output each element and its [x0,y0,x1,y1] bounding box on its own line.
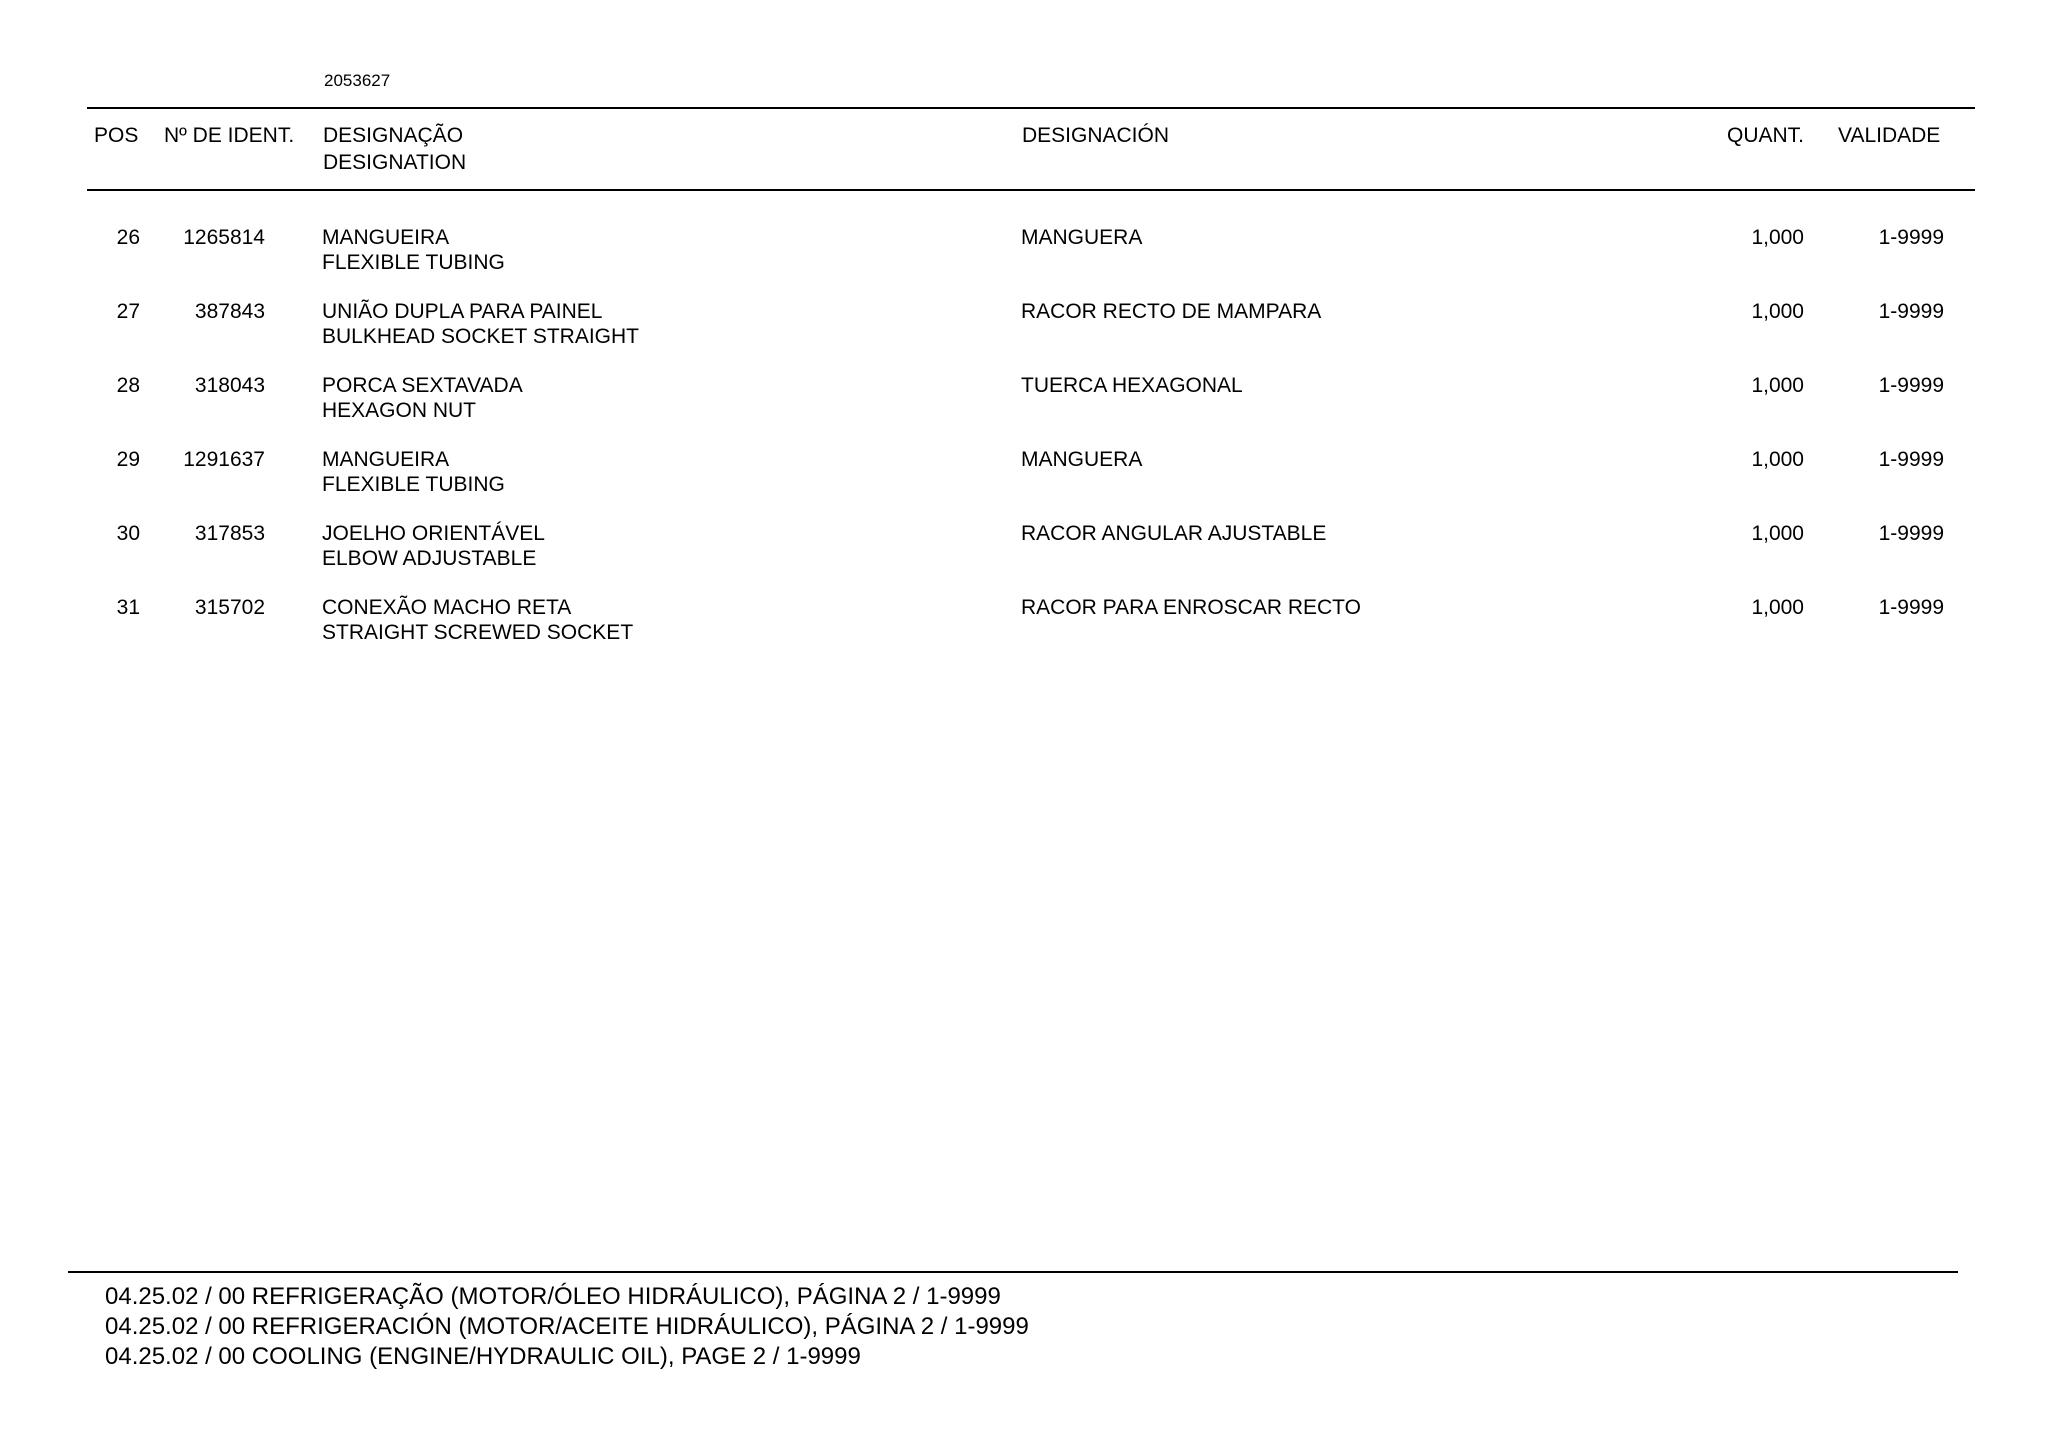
row-designation-es: TUERCA HEXAGONAL [1021,374,1243,397]
row-designation-en: FLEXIBLE TUBING [322,251,505,274]
row-ident-number: 318043 [194,374,265,397]
row-ident-number: 1291637 [183,448,265,471]
row-designation-en: BULKHEAD SOCKET STRAIGHT [322,325,640,348]
row-quantity: 1,000 [1751,596,1804,619]
row-ident-number: 1265814 [183,226,265,249]
table-row [0,521,2048,581]
row-validity: 1-9999 [1878,522,1944,545]
row-designation-es: MANGUERA [1021,448,1143,471]
row-quantity: 1,000 [1751,448,1804,471]
column-header-designation-en: DESIGNATION [323,151,467,174]
row-pos: 29 [116,448,140,471]
header-top-rule [87,107,1975,109]
column-header-designation [323,122,466,176]
row-validity: 1-9999 [1878,448,1944,471]
row-ident-number: 387843 [194,300,265,323]
table-row [0,225,2048,285]
table-row [0,299,2048,359]
row-designation [322,299,639,349]
row-designation [322,373,523,423]
row-quantity: 1,000 [1751,226,1804,249]
column-header-validade: VALIDADE [1838,124,1941,147]
row-designation [322,447,505,497]
header-bottom-rule [87,189,1975,191]
table-row [0,373,2048,433]
row-ident-number: 317853 [194,522,265,545]
row-designation-pt: UNIÃO DUPLA PARA PAINEL [322,300,603,323]
row-quantity: 1,000 [1751,300,1804,323]
row-designation-es: RACOR PARA ENROSCAR RECTO [1021,596,1361,619]
column-header-designacao: DESIGNAÇÃO [323,124,464,147]
row-designation-en: ELBOW ADJUSTABLE [322,547,537,570]
row-quantity: 1,000 [1751,374,1804,397]
column-header-designacion: DESIGNACIÓN [1022,124,1170,147]
footer-line-es: 04.25.02 / 00 REFRIGERACIÓN (MOTOR/ACEITE HIDRÁULICO), PÁGINA 2 / 1-9999 [105,1313,1029,1340]
row-validity: 1-9999 [1878,596,1944,619]
row-designation-en: STRAIGHT SCREWED SOCKET [322,621,634,644]
row-designation-pt: CONEXÃO MACHO RETA [322,596,572,619]
row-ident-number: 315702 [194,596,265,619]
row-designation-pt: PORCA SEXTAVADA [322,374,523,397]
row-designation-es: RACOR RECTO DE MAMPARA [1021,300,1322,323]
row-pos: 31 [116,596,140,619]
row-designation-es: MANGUERA [1021,226,1143,249]
row-pos: 26 [116,226,140,249]
row-designation-pt: MANGUEIRA [322,226,450,249]
row-designation-pt: MANGUEIRA [322,448,450,471]
table-row [0,447,2048,507]
row-designation-es: RACOR ANGULAR AJUSTABLE [1021,522,1327,545]
footer-line-en: 04.25.02 / 00 COOLING (ENGINE/HYDRAULIC OIL), PAGE 2 / 1-9999 [105,1343,861,1370]
column-header-pos: POS [94,124,139,147]
page-footer [105,1282,1029,1372]
row-validity: 1-9999 [1878,300,1944,323]
row-pos: 28 [116,374,140,397]
row-designation [322,595,633,645]
row-designation-pt: JOELHO ORIENTÁVEL [322,522,545,545]
row-validity: 1-9999 [1878,226,1944,249]
row-designation [322,225,505,275]
row-pos: 27 [116,300,140,323]
row-quantity: 1,000 [1751,522,1804,545]
footer-rule [68,1271,1958,1273]
column-header-quant: QUANT. [1726,124,1804,147]
row-designation-en: HEXAGON NUT [322,399,477,422]
row-validity: 1-9999 [1878,374,1944,397]
column-header-ident: Nº DE IDENT. [164,124,295,147]
row-designation-en: FLEXIBLE TUBING [322,473,505,496]
row-pos: 30 [116,522,140,545]
footer-line-pt: 04.25.02 / 00 REFRIGERAÇÃO (MOTOR/ÓLEO HIDRÁULICO), PÁGINA 2 / 1-9999 [105,1283,1001,1310]
document-number: 2053627 [324,71,391,90]
table-row [0,595,2048,655]
row-designation [322,521,545,571]
